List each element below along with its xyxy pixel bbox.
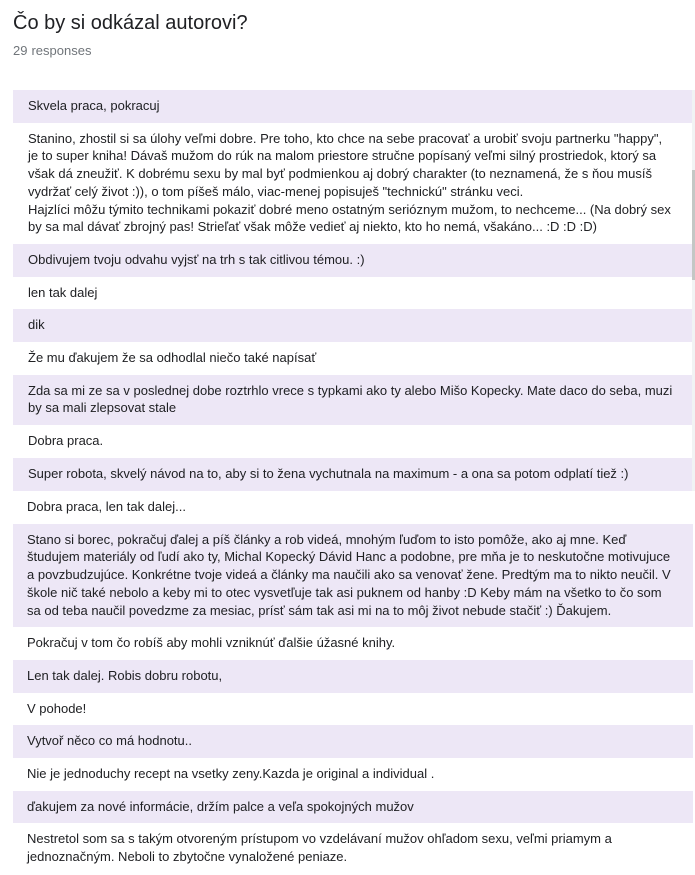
response-item: dik: [13, 309, 695, 342]
response-item: Dobra praca.: [13, 425, 695, 458]
response-item: Stanino, zhostil si sa úlohy veľmi dobre. Pre toho, kto chce na sebe pracovať a urobiť svoju partnerku "happy", je to super kniha! Dávaš mužom do rúk na malom priestore stručne popísaný veľmi silný prostriedok, ktorý sa však dá zneužiť. K dobrému sexu by mal byť podmienkou aj dobrý charakter (to neznamená, že s ňou musíš vydržať celý život :)), o tom píšeš málo, viac-menej popisuješ "technickú" stránku veci. Hajzlíci môžu týmito technikami pokaziť dobré meno ostatným serióznym mužom, to nechceme... (Na dobrý sex by sa mal dávať zbrojný pas! Strieľať však môže vedieť aj niekto, kto ho nemá, všakáno... :D :D :D): [13, 123, 695, 244]
response-item: Super robota, skvelý návod na to, aby si to žena vychutnala na maximum - a ona sa potom odplatí tiež :): [13, 458, 695, 491]
response-item: Len tak dalej. Robis dobru robotu,: [13, 660, 693, 693]
response-count-label: responses: [31, 43, 92, 58]
response-item: Že mu ďakujem že sa odhodlal niečo také napísať: [13, 342, 695, 375]
response-item: Skvela praca, pokracuj: [13, 90, 695, 123]
response-item: Vytvoř něco co má hodnotu..: [13, 725, 693, 758]
response-item: Zda sa mi ze sa v poslednej dobe roztrhlo vrece s typkami ako ty alebo Mišo Kopecky. Mate daco do seba, muzi by sa mali zlepsovat stale: [13, 375, 695, 425]
responses-list-bottom[interactable]: [13, 491, 693, 875]
response-item: len tak dalej: [13, 277, 695, 310]
responses-list-top[interactable]: [13, 90, 695, 491]
response-item: Pokračuj v tom čo robíš aby mohli vzniknúť ďalšie úžasné knihy.: [13, 627, 693, 660]
response-item: V pohode!: [13, 693, 693, 726]
response-item: Nestretol som sa s takým otvoreným prístupom vo vzdelávaní mužov ohľadom sexu, veľmi priamym a jednoznačným. Neboli to zbytočne vynaložené peniaze.: [13, 823, 693, 873]
response-item: ďakujem za nové informácie, držím palce a veľa spokojných mužov: [13, 791, 693, 824]
question-title: Čo by si odkázal autorovi?: [13, 12, 248, 34]
response-count-number: 29: [13, 43, 28, 58]
response-item: Dobra praca, len tak dalej...: [13, 491, 693, 524]
responses-rows-bottom: [13, 491, 693, 874]
response-count: [13, 43, 91, 59]
response-item: Stano si borec, pokračuj ďalej a píš články a rob videá, mnohým ľuďom to isto pomôže, ako aj mne. Keď študujem materiály od ľudí ako ty, Michal Kopecký Dávid Hanc a podobne, pre mňa je to neskutočne motivujuce a povzbudzujúce. Konkrétne tvoje videá a články ma naučili ako sa venovať žene. Predtým ma to nikto neučil. V škole nič také nebolo a keby mi to otec vysvetľuje tak asi puknem od hanby :D Keby mám na všetko to čo som sa od teba naučil povedzme za mesiac, prísť sám tak asi mi na to môj život nebude stačiť :) Ďakujem.: [13, 524, 693, 628]
responses-rows-top: [13, 90, 695, 491]
response-item: Obdivujem tvoju odvahu vyjsť na trh s tak citlivou témou. :): [13, 244, 695, 277]
response-item: Nie je jednoduchy recept na vsetky zeny.Kazda je original a individual .: [13, 758, 693, 791]
